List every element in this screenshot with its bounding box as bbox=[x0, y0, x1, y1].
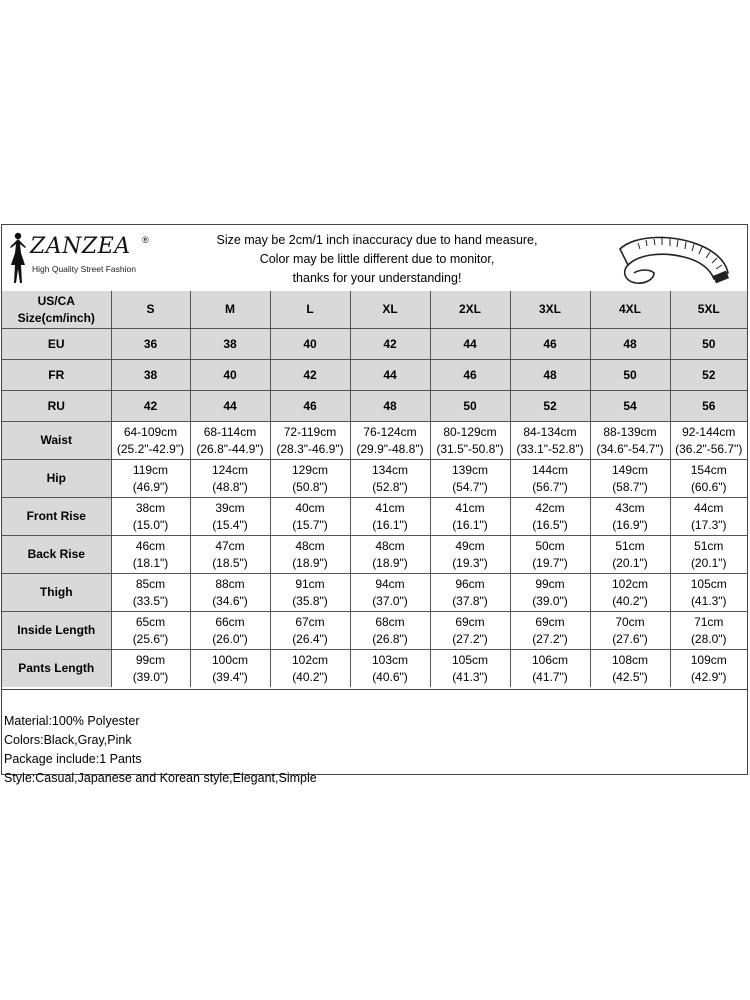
inch-value: (15.4") bbox=[212, 517, 248, 532]
table-cell bbox=[270, 422, 350, 460]
inch-value: (18.9") bbox=[292, 555, 328, 570]
inch-value: (41.3") bbox=[690, 593, 727, 608]
inch-value: (19.3") bbox=[452, 555, 488, 570]
cm-value: 85cm bbox=[135, 576, 166, 591]
table-cell bbox=[190, 574, 270, 612]
inch-value: (16.9") bbox=[612, 517, 648, 532]
table-cell bbox=[190, 612, 270, 650]
table-cell bbox=[111, 536, 190, 574]
cm-value: 80-129cm bbox=[443, 424, 497, 439]
notice-line: Size may be 2cm/1 inch inaccuracy due to hand measure, bbox=[216, 233, 538, 247]
cm-value: 92-144cm bbox=[682, 424, 736, 439]
table-cell bbox=[510, 498, 590, 536]
inch-value: (20.1") bbox=[612, 555, 648, 570]
row-label-cell: RU bbox=[2, 391, 111, 422]
table-cell bbox=[670, 460, 747, 498]
table-cell bbox=[190, 460, 270, 498]
cm-value: 71cm bbox=[694, 614, 724, 629]
table-row bbox=[2, 422, 747, 460]
table-cell bbox=[670, 650, 747, 688]
cm-value: 69cm bbox=[455, 614, 485, 629]
inch-value: (50.8") bbox=[292, 479, 328, 494]
inch-value: (19.7") bbox=[532, 555, 568, 570]
cm-value: 38cm bbox=[135, 500, 166, 515]
inch-value: (15.0") bbox=[132, 517, 169, 532]
inch-value: (16.1") bbox=[372, 517, 408, 532]
chart-header bbox=[2, 225, 747, 292]
inch-value: (46.9") bbox=[132, 479, 169, 494]
row-label-cell: Pants Length bbox=[2, 650, 111, 688]
inch-value: (18.9") bbox=[372, 555, 408, 570]
table-row bbox=[2, 612, 747, 650]
cm-value: 43cm bbox=[615, 500, 645, 515]
inch-value: (41.7") bbox=[532, 669, 568, 684]
inch-value: (17.3") bbox=[690, 517, 727, 532]
cm-value: 88cm bbox=[215, 576, 245, 591]
inch-value: (36.2"-56.7") bbox=[675, 441, 743, 456]
inch-value: (37.0") bbox=[372, 593, 408, 608]
product-colors: Colors:Black,Gray,Pink bbox=[4, 733, 132, 747]
inch-value: (26.8"-44.9") bbox=[196, 441, 264, 456]
measuring-tape-icon bbox=[614, 229, 734, 289]
cm-value: 102cm bbox=[611, 576, 649, 591]
size-header-cell: 5XL bbox=[670, 291, 747, 329]
table-cell bbox=[430, 498, 510, 536]
inch-value: (15.7") bbox=[292, 517, 328, 532]
product-info bbox=[2, 689, 747, 785]
table-cell bbox=[670, 536, 747, 574]
inch-value: (27.2") bbox=[532, 631, 568, 646]
table-cell bbox=[190, 498, 270, 536]
inch-value: (34.6"-54.7") bbox=[596, 441, 664, 456]
table-row bbox=[2, 329, 747, 360]
cm-value: 124cm bbox=[211, 462, 249, 477]
table-cell bbox=[430, 612, 510, 650]
cm-value: 42cm bbox=[535, 500, 565, 515]
row-label-cell: FR bbox=[2, 360, 111, 391]
row-label-cell: Waist bbox=[2, 422, 111, 460]
cm-value: 48cm bbox=[295, 538, 325, 553]
table-row bbox=[2, 460, 747, 498]
table-cell bbox=[510, 536, 590, 574]
notice-line: Color may be little different due to monitor, bbox=[259, 252, 495, 266]
table-header-row bbox=[2, 291, 747, 329]
cm-value: 154cm bbox=[690, 462, 727, 477]
table-cell: 40 bbox=[190, 360, 270, 391]
inch-value: (60.6") bbox=[690, 479, 727, 494]
woman-silhouette-icon bbox=[6, 231, 30, 287]
cm-value: 67cm bbox=[295, 614, 325, 629]
cm-value: 41cm bbox=[375, 500, 405, 515]
table-row bbox=[2, 650, 747, 688]
table-cell bbox=[670, 612, 747, 650]
inch-value: (42.5") bbox=[612, 669, 648, 684]
inch-value: (31.5"-50.8") bbox=[436, 441, 504, 456]
cm-value: 68-114cm bbox=[203, 424, 257, 439]
inch-value: (40.2") bbox=[292, 669, 328, 684]
inch-value: (54.7") bbox=[452, 479, 488, 494]
cm-value: 103cm bbox=[371, 652, 409, 667]
inch-value: (48.8") bbox=[212, 479, 248, 494]
cm-value: 47cm bbox=[215, 538, 245, 553]
inch-value: (25.2"-42.9") bbox=[116, 441, 185, 456]
brand-name: ZANZEA bbox=[30, 234, 131, 259]
corner-label-line: Size(cm/inch) bbox=[17, 310, 95, 325]
cm-value: 41cm bbox=[455, 500, 485, 515]
inch-value: (39.0") bbox=[532, 593, 568, 608]
table-cell: 44 bbox=[430, 329, 510, 360]
table-row bbox=[2, 391, 747, 422]
cm-value: 144cm bbox=[531, 462, 569, 477]
table-cell bbox=[590, 574, 670, 612]
table-cell bbox=[190, 536, 270, 574]
table-cell bbox=[111, 612, 190, 650]
size-header-cell: M bbox=[190, 291, 270, 329]
inch-value: (35.8") bbox=[292, 593, 328, 608]
table-row bbox=[2, 536, 747, 574]
inch-value: (28.3"-46.9") bbox=[276, 441, 344, 456]
table-cell bbox=[270, 460, 350, 498]
row-label-cell: EU bbox=[2, 329, 111, 360]
cm-value: 91cm bbox=[295, 576, 325, 591]
cm-value: 88-139cm bbox=[603, 424, 657, 439]
table-cell: 54 bbox=[590, 391, 670, 422]
row-label-cell: Back Rise bbox=[2, 536, 111, 574]
inch-value: (26.0") bbox=[212, 631, 248, 646]
table-cell: 42 bbox=[111, 391, 190, 422]
table-cell: 52 bbox=[670, 360, 747, 391]
table-cell bbox=[270, 650, 350, 688]
size-chart bbox=[1, 224, 748, 785]
table-cell bbox=[670, 574, 747, 612]
corner-label-cell bbox=[2, 291, 111, 329]
inch-value: (25.6") bbox=[132, 631, 169, 646]
cm-value: 99cm bbox=[535, 576, 565, 591]
table-cell bbox=[190, 422, 270, 460]
table-row bbox=[2, 498, 747, 536]
cm-value: 40cm bbox=[295, 500, 325, 515]
table-cell bbox=[590, 498, 670, 536]
cm-value: 39cm bbox=[215, 500, 245, 515]
cm-value: 139cm bbox=[451, 462, 489, 477]
table-cell: 38 bbox=[190, 329, 270, 360]
cm-value: 50cm bbox=[535, 538, 565, 553]
table-cell bbox=[350, 536, 430, 574]
table-cell bbox=[590, 460, 670, 498]
inch-value: (42.9") bbox=[690, 669, 727, 684]
table-cell: 44 bbox=[350, 360, 430, 391]
inch-value: (20.1") bbox=[690, 555, 727, 570]
table-cell: 46 bbox=[270, 391, 350, 422]
table-cell: 46 bbox=[430, 360, 510, 391]
table-cell bbox=[111, 574, 190, 612]
cm-value: 76-124cm bbox=[363, 424, 417, 439]
cm-value: 129cm bbox=[291, 462, 329, 477]
inch-value: (16.1") bbox=[452, 517, 488, 532]
inch-value: (58.7") bbox=[612, 479, 648, 494]
table-cell bbox=[510, 574, 590, 612]
size-header-cell: 2XL bbox=[430, 291, 510, 329]
cm-value: 64-109cm bbox=[123, 424, 178, 439]
product-package: Package include:1 Pants bbox=[4, 752, 142, 766]
table-cell bbox=[430, 650, 510, 688]
inch-value: (26.8") bbox=[372, 631, 408, 646]
inch-value: (16.5") bbox=[532, 517, 568, 532]
table-cell: 48 bbox=[350, 391, 430, 422]
inch-value: (27.6") bbox=[612, 631, 648, 646]
cm-value: 84-134cm bbox=[523, 424, 577, 439]
row-label-cell: Thigh bbox=[2, 574, 111, 612]
measurement-notice bbox=[172, 231, 582, 288]
inch-value: (39.4") bbox=[212, 669, 248, 684]
cm-value: 105cm bbox=[451, 652, 489, 667]
table-cell: 56 bbox=[670, 391, 747, 422]
table-cell bbox=[510, 612, 590, 650]
table-cell bbox=[670, 498, 747, 536]
table-cell bbox=[510, 460, 590, 498]
table-cell bbox=[510, 650, 590, 688]
table-cell bbox=[350, 422, 430, 460]
table-cell bbox=[590, 536, 670, 574]
table-cell bbox=[270, 612, 350, 650]
inch-value: (34.6") bbox=[212, 593, 248, 608]
table-cell bbox=[590, 422, 670, 460]
table-cell: 40 bbox=[270, 329, 350, 360]
cm-value: 48cm bbox=[375, 538, 405, 553]
table-cell bbox=[270, 536, 350, 574]
table-cell: 42 bbox=[350, 329, 430, 360]
brand-logo bbox=[6, 231, 156, 287]
inch-value: (18.5") bbox=[212, 555, 248, 570]
cm-value: 68cm bbox=[375, 614, 405, 629]
table-cell: 52 bbox=[510, 391, 590, 422]
product-style: Style:Casual,Japanese and Korean style,Elegant,Simple bbox=[4, 771, 317, 785]
row-label-cell: Front Rise bbox=[2, 498, 111, 536]
table-cell bbox=[590, 650, 670, 688]
cm-value: 66cm bbox=[215, 614, 245, 629]
inch-value: (27.2") bbox=[452, 631, 488, 646]
table-cell bbox=[590, 612, 670, 650]
cm-value: 70cm bbox=[615, 614, 645, 629]
cm-value: 72-119cm bbox=[283, 424, 337, 439]
cm-value: 119cm bbox=[132, 462, 169, 477]
table-cell: 46 bbox=[510, 329, 590, 360]
inch-value: (52.8") bbox=[372, 479, 408, 494]
cm-value: 65cm bbox=[135, 614, 166, 629]
inch-value: (40.2") bbox=[612, 593, 648, 608]
size-header-cell: 3XL bbox=[510, 291, 590, 329]
size-header-cell: L bbox=[270, 291, 350, 329]
inch-value: (26.4") bbox=[292, 631, 328, 646]
table-cell: 48 bbox=[590, 329, 670, 360]
registered-mark: ® bbox=[142, 235, 149, 245]
size-header-cell: XL bbox=[350, 291, 430, 329]
cm-value: 46cm bbox=[135, 538, 166, 553]
cm-value: 134cm bbox=[371, 462, 409, 477]
inch-value: (33.1"-52.8") bbox=[516, 441, 584, 456]
table-cell: 50 bbox=[670, 329, 747, 360]
product-material: Material:100% Polyester bbox=[4, 714, 140, 728]
cm-value: 99cm bbox=[135, 652, 166, 667]
table-row bbox=[2, 360, 747, 391]
cm-value: 49cm bbox=[455, 538, 485, 553]
cm-value: 69cm bbox=[535, 614, 565, 629]
table-cell bbox=[350, 612, 430, 650]
table-cell bbox=[270, 574, 350, 612]
table-cell bbox=[430, 422, 510, 460]
table-cell bbox=[430, 536, 510, 574]
cm-value: 106cm bbox=[531, 652, 569, 667]
inch-value: (40.6") bbox=[372, 669, 408, 684]
row-label-cell: Inside Length bbox=[2, 612, 111, 650]
inch-value: (39.0") bbox=[132, 669, 169, 684]
row-label-cell: Hip bbox=[2, 460, 111, 498]
table-cell bbox=[430, 460, 510, 498]
table-cell bbox=[111, 498, 190, 536]
cm-value: 108cm bbox=[611, 652, 649, 667]
table-cell bbox=[111, 650, 190, 688]
table-cell: 42 bbox=[270, 360, 350, 391]
cm-value: 51cm bbox=[694, 538, 724, 553]
inch-value: (41.3") bbox=[452, 669, 488, 684]
table-cell: 44 bbox=[190, 391, 270, 422]
cm-value: 109cm bbox=[690, 652, 727, 667]
inch-value: (18.1") bbox=[132, 555, 169, 570]
inch-value: (28.0") bbox=[690, 631, 727, 646]
cm-value: 105cm bbox=[690, 576, 727, 591]
table-cell: 36 bbox=[111, 329, 190, 360]
size-header-cell: 4XL bbox=[590, 291, 670, 329]
inch-value: (37.8") bbox=[452, 593, 488, 608]
table-cell bbox=[670, 422, 747, 460]
cm-value: 51cm bbox=[615, 538, 645, 553]
table-cell bbox=[111, 422, 190, 460]
table-cell bbox=[190, 650, 270, 688]
cm-value: 149cm bbox=[611, 462, 649, 477]
table-row bbox=[2, 574, 747, 612]
inch-value: (33.5") bbox=[132, 593, 169, 608]
inch-value: (29.9"-48.8") bbox=[356, 441, 424, 456]
cm-value: 100cm bbox=[211, 652, 249, 667]
table-cell: 38 bbox=[111, 360, 190, 391]
table-cell: 50 bbox=[430, 391, 510, 422]
inch-value: (56.7") bbox=[532, 479, 568, 494]
cm-value: 94cm bbox=[375, 576, 405, 591]
size-table bbox=[2, 291, 747, 687]
table-cell bbox=[111, 460, 190, 498]
cm-value: 96cm bbox=[455, 576, 485, 591]
cm-value: 44cm bbox=[694, 500, 724, 515]
table-cell bbox=[350, 574, 430, 612]
cm-value: 102cm bbox=[291, 652, 329, 667]
corner-label-line: US/CA bbox=[37, 293, 75, 308]
table-cell: 50 bbox=[590, 360, 670, 391]
table-cell: 48 bbox=[510, 360, 590, 391]
table-cell bbox=[270, 498, 350, 536]
table-cell bbox=[510, 422, 590, 460]
brand-tagline: High Quality Street Fashion bbox=[32, 264, 136, 274]
table-cell bbox=[350, 650, 430, 688]
size-header-cell: S bbox=[111, 291, 190, 329]
table-cell bbox=[430, 574, 510, 612]
table-cell bbox=[350, 460, 430, 498]
table-cell bbox=[350, 498, 430, 536]
notice-line: thanks for your understanding! bbox=[292, 271, 462, 285]
